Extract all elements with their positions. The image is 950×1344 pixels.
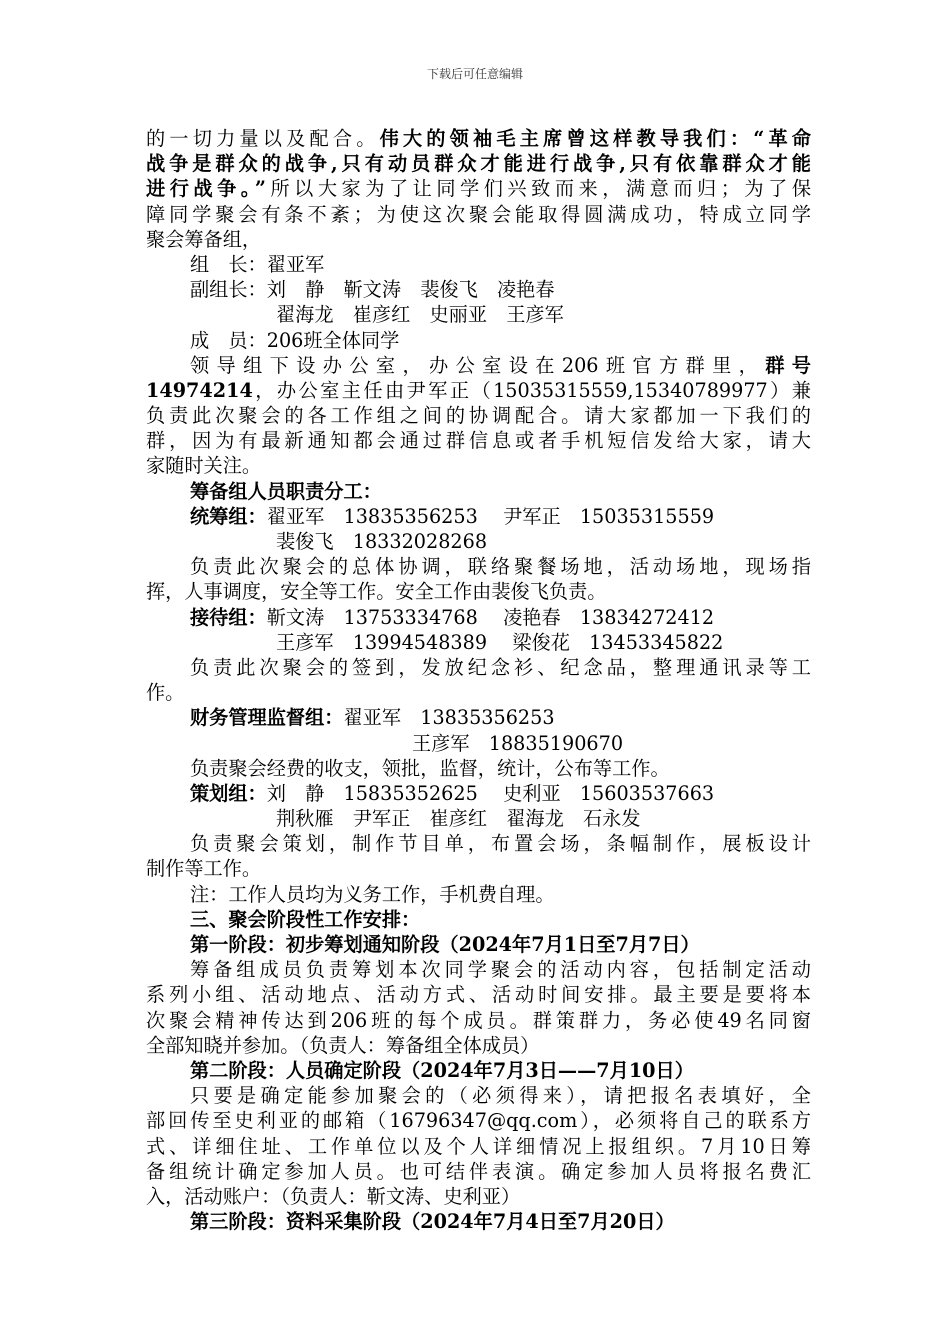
text-line — [146, 907, 811, 932]
text-line — [146, 1058, 811, 1083]
text-line — [146, 353, 811, 378]
bold-text-segment: 统筹组： — [190, 504, 267, 528]
text-segment: 负责此次聚会的总体协调，联络聚餐场地，活动场地，现场指 — [190, 555, 811, 579]
text-line — [146, 403, 811, 428]
bold-text-segment: 第三阶段：资料采集阶段（2024年7月4日至7月20日） — [190, 1210, 675, 1234]
text-line — [146, 1033, 811, 1058]
document-body — [146, 126, 811, 1234]
text-line — [146, 756, 811, 781]
text-line — [146, 1159, 811, 1184]
text-segment: 翟亚军 13835356253 尹军正 15035315559 — [266, 504, 715, 528]
bold-text-segment: 财务管理监督组： — [190, 706, 344, 730]
text-segment: 家随时关注。 — [146, 454, 262, 478]
text-segment: 挥，人事调度，安全等工作。安全工作由裴俊飞负责。 — [146, 580, 607, 604]
text-line — [146, 378, 811, 403]
bold-text-segment: 筹备组人员职责分工： — [190, 479, 382, 503]
text-line — [146, 453, 811, 478]
text-segment: 筹备组成员负责筹划本次同学聚会的活动内容，包括制定活动 — [190, 958, 811, 982]
text-line — [146, 328, 811, 353]
text-segment: 组 长：翟亚军 — [190, 252, 325, 276]
text-line — [146, 277, 811, 302]
text-segment: 负责聚会策划，制作节目单，布置会场，条幅制作，展板设计 — [190, 832, 811, 856]
text-segment: 注：工作人员均为义务工作，手机费自理。 — [190, 882, 555, 906]
text-segment: 荆秋雁 尹军正 崔彦红 翟海龙 石永发 — [276, 807, 641, 831]
text-line — [146, 529, 811, 554]
text-line — [146, 781, 811, 806]
text-segment: 系列小组、活动地点、活动方式、活动时间安排。最主要是要将本 — [146, 983, 811, 1007]
text-line — [146, 856, 811, 881]
text-segment: 障同学聚会有条不紊；为使这次聚会能取得圆满成功，特成立同学 — [146, 202, 811, 226]
text-segment: 只要是确定能参加聚会的（必须得来），请把报名表填好，全 — [190, 1084, 811, 1108]
bold-text-segment: 伟大的领袖毛主席曾这样教导我们：“革命 — [379, 127, 811, 150]
text-line — [146, 982, 811, 1007]
text-segment: 次聚会精神传达到206班的每个成员。群策群力，务必使49名同窗 — [146, 1008, 811, 1032]
text-segment: 备组统计确定参加人员。也可结伴表演。确定参加人员将报名费汇 — [146, 1159, 811, 1183]
text-line — [146, 428, 811, 453]
text-segment: 的一切力量以及配合。 — [146, 127, 380, 150]
text-line — [146, 1184, 811, 1209]
text-segment: 副组长：刘 静 靳文涛 裴俊飞 凌艳春 — [190, 278, 555, 302]
text-line — [146, 126, 811, 151]
text-line — [146, 579, 811, 604]
bold-text-segment: 三、聚会阶段性工作安排： — [190, 907, 421, 931]
text-segment: 王彦军 13994548389 梁俊花 13453345822 — [276, 630, 724, 654]
text-line — [146, 151, 811, 176]
text-segment: ，办公室主任由尹军正（15035315559,15340789977）兼 — [252, 378, 811, 402]
bold-text-segment: 群号 — [765, 353, 811, 377]
text-line — [146, 705, 811, 730]
text-line — [146, 957, 811, 982]
text-line — [146, 882, 811, 907]
text-line — [146, 630, 811, 655]
text-segment: 负责聚会经费的收支，领批，监督，统计，公布等工作。 — [190, 756, 670, 780]
text-segment: 所以大家为了让同学们兴致而来，满意而归；为了保 — [265, 177, 811, 201]
text-segment: 入，活动账户：（负责人：靳文涛、史利亚） — [146, 1184, 521, 1208]
bold-text-segment: 接待组： — [190, 605, 267, 629]
bold-text-segment: 14974214 — [146, 378, 253, 402]
bold-text-segment: 进行战争。” — [146, 177, 266, 201]
text-line — [146, 252, 811, 277]
text-line — [146, 1134, 811, 1159]
text-line — [146, 227, 811, 252]
text-line — [146, 806, 811, 831]
text-line — [146, 176, 811, 201]
text-line — [146, 831, 811, 856]
text-line — [146, 680, 811, 705]
text-segment: 成 员：206班全体同学 — [190, 328, 400, 352]
text-segment: 领导组下设办公室，办公室设在206班官方群里， — [190, 353, 766, 377]
text-line — [146, 202, 811, 227]
bold-text-segment: 战争是群众的战争,只有动员群众才能进行战争,只有依靠群众才能 — [146, 152, 811, 176]
text-line — [146, 1008, 811, 1033]
text-line — [146, 1108, 811, 1133]
text-segment: 群，因为有最新通知都会通过群信息或者手机短信发给大家，请大 — [146, 429, 811, 453]
text-line — [146, 731, 811, 756]
text-segment: 翟亚军 13835356253 — [343, 706, 555, 730]
text-segment: 裴俊飞 18332028268 — [276, 530, 488, 553]
text-segment: 翟海龙 崔彦红 史丽亚 王彦军 — [276, 303, 564, 327]
text-segment: 负责此次聚会的签到，发放纪念衫、纪念品，整理通讯录等工 — [190, 655, 811, 679]
text-line — [146, 554, 811, 579]
text-segment: 负责此次聚会的各工作组之间的协调配合。请大家都加一下我们的 — [146, 404, 811, 428]
page-header: 下载后可任意编辑 — [426, 67, 523, 81]
text-segment: 制作等工作。 — [146, 857, 262, 881]
bold-text-segment: 策划组： — [190, 781, 267, 805]
text-line — [146, 655, 811, 680]
bold-text-segment: 第一阶段：初步筹划通知阶段（2024年7月1日至7月7日） — [190, 933, 700, 956]
text-segment: 部回传至史利亚的邮箱（16796347@qq.com），必须将自己的联系方 — [146, 1109, 811, 1133]
text-line — [146, 605, 811, 630]
text-line — [146, 302, 811, 327]
text-segment: 式、详细住址、工作单位以及个人详细情况上报组织。7月10日筹 — [146, 1134, 811, 1158]
text-line — [146, 932, 811, 957]
text-segment: 全部知晓并参加。（负责人：筹备组全体成员） — [146, 1033, 540, 1057]
text-segment: 靳文涛 13753334768 凌艳春 13834272412 — [266, 605, 715, 629]
text-segment: 聚会筹备组， — [146, 227, 262, 251]
text-segment: 王彦军 18835190670 — [412, 731, 624, 755]
text-line — [146, 1209, 811, 1234]
text-line — [146, 1083, 811, 1108]
bold-text-segment: 第二阶段：人员确定阶段（2024年7月3日——7月10日） — [190, 1058, 694, 1082]
text-line — [146, 504, 811, 529]
text-line — [146, 479, 811, 504]
text-segment: 刘 静 15835352625 史利亚 15603537663 — [266, 781, 715, 805]
text-segment: 作。 — [146, 681, 185, 705]
